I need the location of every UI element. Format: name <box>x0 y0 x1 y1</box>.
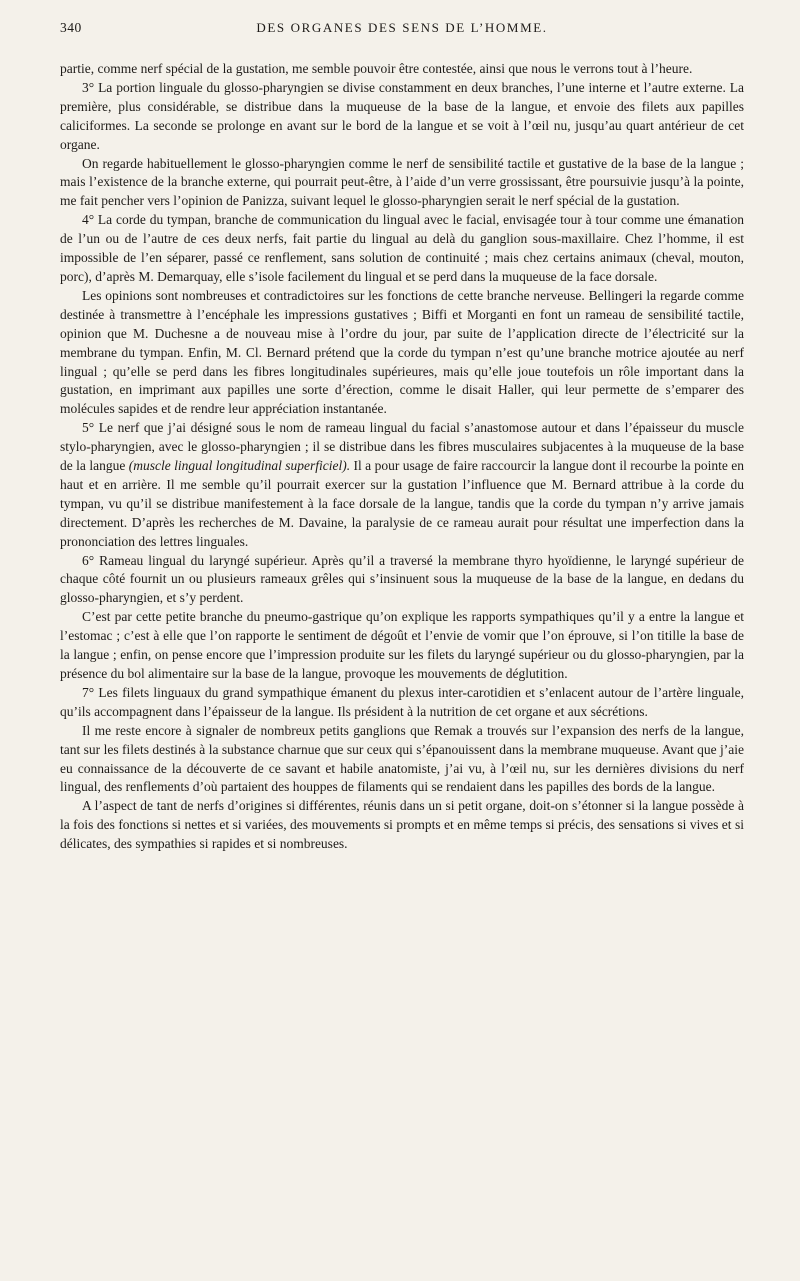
paragraph-opinions <box>60 287 744 419</box>
paragraph-text: C’est par cette petite branche du pneumo-gastrique qu’on explique les rapports sympathiques qu’il y a entre la langue et l’estomac ; c’est à elle que l’on rapporte le sentiment de dégoût et l’envie de vomir que l’on éprouve, si l’on titille la base de la langue ; enfin, on pense encore que l’impression produite sur les filets du laryngé supérieur ou du glosso-pharyngien, par la présence du bol alimentaire sur la base de la langue, provoque les mouvements de déglutition. <box>60 609 744 681</box>
paragraph-text: Les opinions sont nombreuses et contradictoires sur les fonctions de cette branche nerveuse. Bellingeri la regarde comme destinée à transmettre à l’encéphale les impressions gustatives ; Biffi et Morganti en font un rameau de sensibilité tactile, opinion que M. Duchesne a de nouveau mise à l’ordre du jour, par suite de l’application directe de l’électricité sur la membrane du tympan. Enfin, M. Cl. Bernard prétend que la corde du tympan n’est qu’une branche motrice ajoutée au nerf lingual ; qu’elle se perd dans les fibres longitudinales supérieures, mais qu’elle joue toutefois un rôle important dans la gustation, en imprimant aux papilles une sorte d’érection, comme le disait Haller, qui leur permette de s’emparer des molécules sapides et de rendre leur appréciation instantanée. <box>60 287 744 417</box>
paragraph-grand-sympathique <box>60 684 744 722</box>
page-header <box>60 18 744 40</box>
paragraph-corde-du-tympan <box>60 211 744 287</box>
paragraph-text: partie, comme nerf spécial de la gustation, me semble pouvoir être contestée, ainsi que nous le verrons tout à l’heure. <box>60 61 693 76</box>
paragraph-text: A l’aspect de tant de nerfs d’origines si différentes, réunis dans un si petit organe, doit-on s’étonner si la langue possède à la fois des fonctions si nettes et si variées, des mouvements si prompts et en même temps si précis, des sensations si vives et si délicates, des sympathies si rapides et si nombreuses. <box>60 798 744 852</box>
paragraph-ganglions <box>60 722 744 798</box>
paragraph-conclusion <box>60 797 744 854</box>
italic-term: (muscle lingual longitudinal superficiel). <box>128 458 351 474</box>
paragraph-continuation <box>60 60 744 79</box>
running-title: DES ORGANES DES SENS DE L’HOMME. <box>256 20 548 35</box>
paragraph-text: 3° La portion linguale du glosso-pharyngien se divise constamment en deux branches, l’une interne et l’autre externe. La première, plus considérable, se distribue dans la muqueuse de la base de la langue, et envoie des filets aux papilles caliciformes. La seconde se prolonge en avant sur le bord de la langue et se voit à l’œil nu, jusqu’au quart antérieur de cet organe. <box>60 79 744 152</box>
paragraph-pneumo-gastrique <box>60 608 744 684</box>
paragraph-glosso-pharyngien-opinion <box>60 155 744 212</box>
paragraph-text: 5° Le nerf que j’ai désigné sous le nom de rameau lingual du facial s’anastomose autour et dans l’épaisseur du muscle stylo-pharyngien, avec le glosso-pharyngien ; il se distribue dans les fibres musculaires subjacentes à la muqueuse de la base de la langue <box>60 420 744 474</box>
paragraph-text: Il a pour usage de faire raccourcir la langue dont il recourbe la pointe en haut et en arrière. Il me semble qu’il pourrait exercer sur la gustation l’influence que M. Bernard attribue à la corde du tympan, vu qu’il se distribue manifestement à la face dorsale de la langue, tandis que la corde du tympan n’y arrive jamais directement. D’après les recherches de M. Davaine, la paralysie de ce rameau aurait pour résultat une imperfection dans la prononciation des lettres linguales. <box>60 458 744 549</box>
paragraph-text: 4° La corde du tympan, branche de communication du lingual avec le facial, envisagée tour à tour comme une émanation de l’un ou de l’autre de ces deux nerfs, fait partie du lingual au delà du ganglion sous-maxillaire. Chez l’homme, il est impossible de l’en séparer, passé ce renflement, sans solution de continuité ; mais chez certains animaux (cheval, mouton, porc), d’après M. Demarquay, elle s’isole facilement du lingual et se perd dans la muqueuse de la face dorsale. <box>60 212 744 284</box>
page-number: 340 <box>60 20 82 35</box>
paragraph-glosso-pharyngien-lingual <box>60 79 744 155</box>
paragraph-text: 7° Les filets linguaux du grand sympathique émanent du plexus inter-carotidien et s’enlacent autour de l’artère linguale, qu’ils accompagnent dans l’épaisseur de la langue. Ils président à la nutrition de cet organe et aux sécrétions. <box>60 684 744 719</box>
paragraph-rameau-lingual-facial <box>60 419 744 551</box>
body-text <box>60 60 744 854</box>
paragraph-laryngé-supérieur <box>60 552 744 609</box>
paragraph-text: On regarde habituellement le glosso-pharyngien comme le nerf de sensibilité tactile et gustative de la base de la langue ; mais l’existence de la branche externe, qui pourrait peut-être, à l’aide d’un verre grossissant, être poursuivie jusqu’à la pointe, me fait pencher vers l’opinion de Panizza, suivant lequel le glosso-pharyngien serait le nerf spécial de la gustation. <box>60 155 744 209</box>
paragraph-text: 6° Rameau lingual du laryngé supérieur. Après qu’il a traversé la membrane thyro hyoïdienne, le laryngé supérieur de chaque côté fournit un ou plusieurs rameaux grêles qui s’insinuent sous la muqueuse de la base de la langue, en dedans du glosso-pharyngien, et s’y perdent. <box>60 552 744 606</box>
paragraph-text: Il me reste encore à signaler de nombreux petits ganglions que Remak a trouvés sur l’expansion des nerfs de la langue, tant sur les filets destinés à la substance charnue que sur ceux qui s’épanouissent dans la membrane muqueuse. Avant que j’aie eu connaissance de la découverte de ce savant et habile anatomiste, j’ai vu, à l’œil nu, sur les dernières divisions du nerf lingual, des renflements d’où partaient des houppes de filaments qui se rendaient dans les papilles des bords de la langue. <box>60 722 744 795</box>
